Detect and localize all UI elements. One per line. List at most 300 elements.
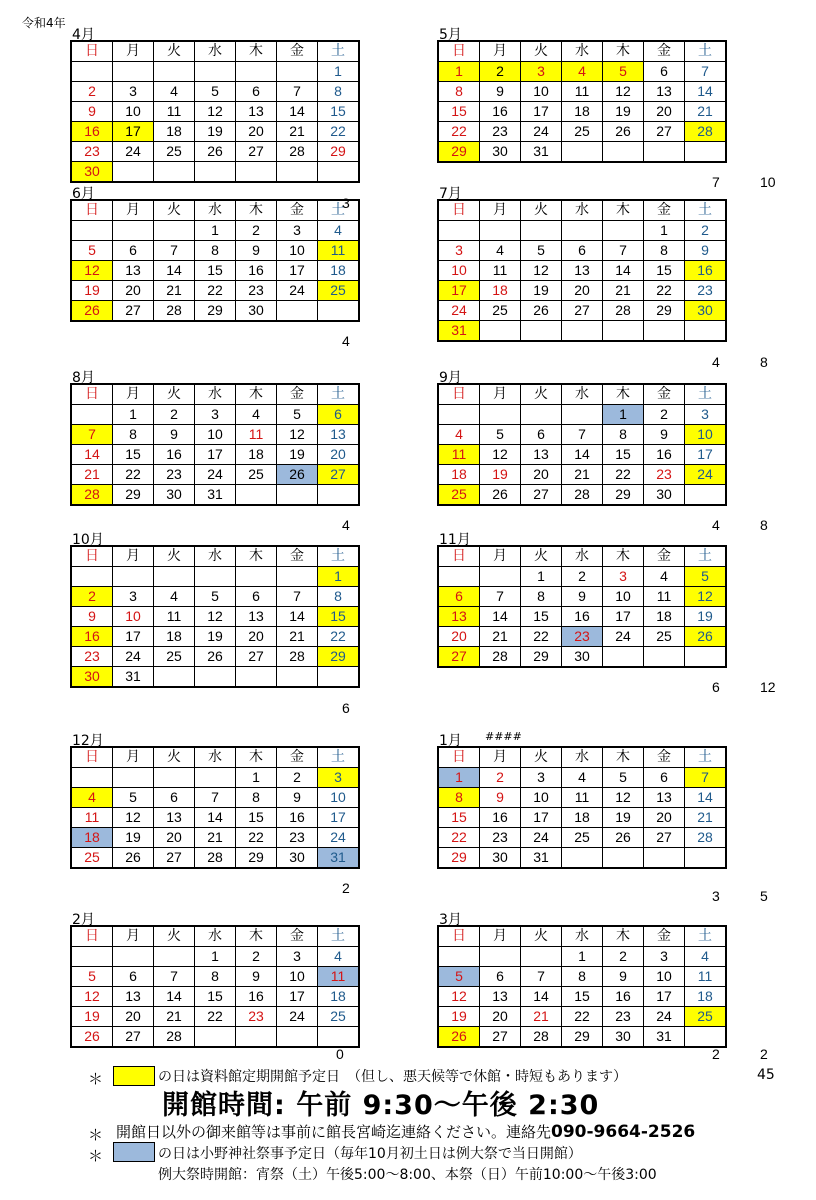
weekday-header: 月 — [113, 926, 154, 947]
day-cell: 26 — [438, 1027, 480, 1048]
day-cell: 2 — [154, 405, 195, 425]
month-table — [437, 383, 727, 506]
day-cell: 4 — [71, 788, 113, 808]
day-cell: 12 — [603, 82, 644, 102]
weekday-header: 土 — [685, 747, 727, 768]
month-table — [70, 746, 360, 869]
day-cell: 22 — [438, 828, 480, 848]
day-cell: 18 — [644, 607, 685, 627]
empty-cell — [277, 301, 318, 322]
weekday-header: 土 — [318, 747, 360, 768]
month-table — [437, 40, 727, 163]
day-cell: 24 — [277, 281, 318, 301]
weekday-header: 土 — [685, 384, 727, 405]
empty-cell — [113, 768, 154, 788]
day-cell: 25 — [318, 281, 360, 301]
empty-cell — [236, 485, 277, 506]
day-cell: 28 — [277, 647, 318, 667]
day-cell: 31 — [195, 485, 236, 506]
day-cell: 6 — [644, 768, 685, 788]
festival-hours: 例大祭時開館：宵祭（土）午後5:00〜8:00、本祭（日）午前10:00〜午後3:00 — [158, 1167, 657, 1183]
day-cell: 19 — [480, 465, 521, 485]
day-cell: 11 — [480, 261, 521, 281]
day-cell: 3 — [277, 947, 318, 967]
day-cell: 5 — [113, 788, 154, 808]
day-cell: 28 — [277, 142, 318, 162]
month-table — [70, 545, 360, 688]
month-label: 5月 — [439, 27, 462, 43]
day-cell: 20 — [562, 281, 603, 301]
empty-cell — [644, 647, 685, 668]
weekday-header: 金 — [277, 926, 318, 947]
day-cell: 19 — [113, 828, 154, 848]
weekday-header: 月 — [480, 200, 521, 221]
day-cell: 28 — [685, 122, 727, 142]
day-cell: 20 — [318, 445, 360, 465]
day-cell: 6 — [521, 425, 562, 445]
day-cell: 3 — [438, 241, 480, 261]
day-cell: 6 — [562, 241, 603, 261]
day-cell: 14 — [562, 445, 603, 465]
day-cell: 24 — [521, 828, 562, 848]
day-cell: 29 — [644, 301, 685, 321]
weekday-header: 木 — [236, 546, 277, 567]
day-cell: 7 — [685, 768, 727, 788]
day-cell: 22 — [562, 1007, 603, 1027]
day-cell: 18 — [480, 281, 521, 301]
weekday-header: 水 — [562, 384, 603, 405]
day-cell: 5 — [71, 241, 113, 261]
weekday-header: 火 — [154, 926, 195, 947]
day-cell: 23 — [480, 828, 521, 848]
day-cell: 17 — [521, 102, 562, 122]
weekday-header: 金 — [277, 200, 318, 221]
day-cell: 19 — [603, 102, 644, 122]
day-cell: 26 — [603, 828, 644, 848]
day-cell: 15 — [195, 261, 236, 281]
day-cell: 4 — [685, 947, 727, 967]
day-cell: 13 — [113, 987, 154, 1007]
day-cell: 23 — [603, 1007, 644, 1027]
empty-cell — [318, 1027, 360, 1048]
day-cell: 6 — [236, 587, 277, 607]
empty-cell — [195, 162, 236, 183]
day-cell: 4 — [562, 768, 603, 788]
day-cell: 1 — [318, 567, 360, 587]
day-cell: 20 — [236, 122, 277, 142]
day-cell: 20 — [521, 465, 562, 485]
day-cell: 24 — [438, 301, 480, 321]
empty-cell — [318, 667, 360, 688]
day-cell: 29 — [195, 301, 236, 322]
weekday-header: 金 — [644, 546, 685, 567]
empty-cell — [277, 667, 318, 688]
day-cell: 1 — [603, 405, 644, 425]
weekday-header: 火 — [521, 747, 562, 768]
empty-cell — [113, 567, 154, 587]
day-cell: 24 — [113, 647, 154, 667]
day-cell: 3 — [113, 82, 154, 102]
contact-phone: 090-9664-2526 — [551, 1122, 696, 1142]
day-cell: 22 — [318, 122, 360, 142]
month-calendar — [70, 370, 360, 506]
empty-cell — [521, 405, 562, 425]
day-cell: 30 — [562, 647, 603, 668]
empty-cell — [236, 1027, 277, 1048]
day-cell: 10 — [277, 241, 318, 261]
day-cell: 30 — [480, 848, 521, 869]
empty-cell — [318, 301, 360, 322]
day-cell: 27 — [236, 142, 277, 162]
weekday-header: 水 — [562, 747, 603, 768]
day-cell: 26 — [71, 301, 113, 322]
day-cell: 7 — [277, 82, 318, 102]
weekday-header: 木 — [603, 200, 644, 221]
day-cell: 9 — [603, 967, 644, 987]
month-label: 2月 — [72, 912, 95, 928]
day-cell: 5 — [195, 587, 236, 607]
day-cell: 27 — [113, 301, 154, 322]
day-cell: 20 — [438, 627, 480, 647]
empty-cell — [480, 947, 521, 967]
weekday-header: 火 — [521, 546, 562, 567]
era-label: 令和4年 — [22, 16, 66, 30]
day-cell: 5 — [277, 405, 318, 425]
weekday-header: 土 — [318, 926, 360, 947]
day-cell: 28 — [195, 848, 236, 869]
day-cell: 16 — [685, 261, 727, 281]
day-cell: 13 — [562, 261, 603, 281]
day-cell: 7 — [480, 587, 521, 607]
day-cell: 2 — [236, 221, 277, 241]
day-cell: 23 — [71, 142, 113, 162]
day-cell: 2 — [685, 221, 727, 241]
empty-cell — [113, 62, 154, 82]
weekday-header: 月 — [113, 200, 154, 221]
day-cell: 18 — [154, 627, 195, 647]
day-cell: 24 — [318, 828, 360, 848]
day-cell: 26 — [195, 647, 236, 667]
empty-cell — [113, 947, 154, 967]
day-cell: 11 — [154, 102, 195, 122]
day-cell: 21 — [277, 627, 318, 647]
empty-cell — [438, 221, 480, 241]
day-cell: 18 — [154, 122, 195, 142]
day-cell: 25 — [562, 122, 603, 142]
day-cell: 17 — [318, 808, 360, 828]
day-cell: 6 — [644, 62, 685, 82]
day-cell: 5 — [480, 425, 521, 445]
weekday-header: 日 — [71, 384, 113, 405]
day-cell: 7 — [71, 425, 113, 445]
month-note-number: 5 — [760, 888, 768, 904]
day-cell: 9 — [644, 425, 685, 445]
day-cell: 30 — [277, 848, 318, 869]
day-cell: 9 — [154, 425, 195, 445]
day-cell: 18 — [562, 102, 603, 122]
day-cell: 1 — [113, 405, 154, 425]
day-cell: 17 — [644, 987, 685, 1007]
empty-cell — [438, 947, 480, 967]
day-cell: 24 — [644, 1007, 685, 1027]
day-cell: 10 — [521, 82, 562, 102]
day-cell: 14 — [154, 261, 195, 281]
weekday-header: 土 — [318, 384, 360, 405]
empty-cell — [113, 221, 154, 241]
day-cell: 17 — [195, 445, 236, 465]
month-note-number: 4 — [342, 517, 350, 533]
day-cell: 27 — [438, 647, 480, 668]
day-cell: 13 — [113, 261, 154, 281]
weekday-header: 日 — [438, 546, 480, 567]
weekday-header: 月 — [113, 747, 154, 768]
weekday-header: 土 — [685, 41, 727, 62]
weekday-header: 火 — [154, 200, 195, 221]
day-cell: 2 — [71, 587, 113, 607]
day-cell: 1 — [438, 62, 480, 82]
day-cell: 19 — [521, 281, 562, 301]
day-cell: 12 — [71, 261, 113, 281]
day-cell: 12 — [277, 425, 318, 445]
day-cell: 22 — [195, 1007, 236, 1027]
day-cell: 5 — [438, 967, 480, 987]
month-label: 9月 — [439, 370, 462, 386]
empty-cell — [277, 162, 318, 183]
day-cell: 9 — [480, 788, 521, 808]
weekday-header: 火 — [521, 41, 562, 62]
weekday-header: 火 — [154, 41, 195, 62]
weekday-header: 水 — [195, 546, 236, 567]
day-cell: 21 — [603, 281, 644, 301]
weekday-header: 水 — [195, 926, 236, 947]
day-cell: 11 — [236, 425, 277, 445]
legend-regular-open: の日は資料館定期開館予定日 （但し、悪天候等で休館・時短もあります） — [158, 1069, 627, 1085]
day-cell: 19 — [71, 1007, 113, 1027]
month-calendar — [70, 27, 360, 183]
day-cell: 3 — [685, 405, 727, 425]
contact-note — [116, 1121, 695, 1142]
empty-cell — [195, 62, 236, 82]
day-cell: 17 — [113, 122, 154, 142]
weekday-header: 木 — [603, 747, 644, 768]
day-cell: 29 — [236, 848, 277, 869]
day-cell: 10 — [521, 788, 562, 808]
day-cell: 17 — [685, 445, 727, 465]
day-cell: 3 — [195, 405, 236, 425]
day-cell: 19 — [277, 445, 318, 465]
day-cell: 6 — [438, 587, 480, 607]
day-cell: 18 — [438, 465, 480, 485]
asterisk: ＊ — [88, 1147, 104, 1165]
day-cell: 23 — [685, 281, 727, 301]
month-label: 8月 — [72, 370, 95, 386]
month-calendar — [437, 186, 727, 342]
weekday-header: 水 — [195, 747, 236, 768]
day-cell: 17 — [277, 987, 318, 1007]
empty-cell — [603, 221, 644, 241]
day-cell: 13 — [521, 445, 562, 465]
weekday-header: 金 — [644, 747, 685, 768]
month-label: 7月 — [439, 186, 462, 202]
day-cell: 29 — [603, 485, 644, 506]
day-cell: 14 — [154, 987, 195, 1007]
day-cell: 12 — [603, 788, 644, 808]
day-cell: 23 — [644, 465, 685, 485]
weekday-header: 金 — [644, 384, 685, 405]
month-note-number: 12 — [760, 679, 776, 695]
day-cell: 2 — [644, 405, 685, 425]
month-label: 11月 — [439, 532, 471, 548]
day-cell: 21 — [154, 1007, 195, 1027]
day-cell: 25 — [644, 627, 685, 647]
day-cell: 30 — [685, 301, 727, 321]
empty-cell — [277, 1027, 318, 1048]
weekday-header: 金 — [644, 926, 685, 947]
empty-cell — [154, 162, 195, 183]
day-cell: 6 — [480, 967, 521, 987]
day-cell: 26 — [195, 142, 236, 162]
day-cell: 2 — [480, 768, 521, 788]
day-cell: 23 — [236, 1007, 277, 1027]
day-cell: 15 — [195, 987, 236, 1007]
day-cell: 27 — [644, 122, 685, 142]
empty-cell — [71, 947, 113, 967]
empty-cell — [685, 485, 727, 506]
weekday-header: 土 — [685, 200, 727, 221]
weekday-header: 火 — [154, 384, 195, 405]
empty-cell — [236, 667, 277, 688]
weekday-header: 金 — [277, 41, 318, 62]
weekday-header: 火 — [154, 747, 195, 768]
day-cell: 1 — [195, 221, 236, 241]
empty-cell — [318, 162, 360, 183]
day-cell: 8 — [438, 788, 480, 808]
day-cell: 12 — [438, 987, 480, 1007]
empty-cell — [154, 768, 195, 788]
day-cell: 20 — [644, 808, 685, 828]
day-cell: 27 — [480, 1027, 521, 1048]
day-cell: 17 — [277, 261, 318, 281]
day-cell: 5 — [71, 967, 113, 987]
weekday-header: 日 — [438, 747, 480, 768]
day-cell: 3 — [521, 62, 562, 82]
day-cell: 22 — [318, 627, 360, 647]
day-cell: 11 — [71, 808, 113, 828]
day-cell: 24 — [521, 122, 562, 142]
day-cell: 27 — [521, 485, 562, 506]
day-cell: 16 — [71, 122, 113, 142]
month-note-number: 3 — [712, 888, 720, 904]
day-cell: 10 — [318, 788, 360, 808]
month-note-number: 6 — [342, 700, 350, 716]
weekday-header: 月 — [113, 41, 154, 62]
day-cell: 12 — [195, 607, 236, 627]
opening-hours: 開館時間: 午前 9:30〜午後 2:30 — [162, 1090, 600, 1121]
day-cell: 11 — [562, 788, 603, 808]
month-label: 3月 — [439, 912, 462, 928]
day-cell: 21 — [480, 627, 521, 647]
day-cell: 30 — [644, 485, 685, 506]
day-cell: 6 — [154, 788, 195, 808]
day-cell: 22 — [438, 122, 480, 142]
day-cell: 4 — [480, 241, 521, 261]
day-cell: 20 — [154, 828, 195, 848]
day-cell: 14 — [277, 102, 318, 122]
day-cell: 30 — [154, 485, 195, 506]
weekday-header: 金 — [277, 546, 318, 567]
weekday-header: 月 — [113, 384, 154, 405]
day-cell: 27 — [113, 1027, 154, 1048]
empty-cell — [154, 947, 195, 967]
day-cell: 25 — [318, 1007, 360, 1027]
weekday-header: 木 — [236, 747, 277, 768]
day-cell: 12 — [685, 587, 727, 607]
day-cell: 28 — [685, 828, 727, 848]
day-cell: 12 — [195, 102, 236, 122]
weekday-header: 木 — [603, 926, 644, 947]
weekday-header: 月 — [480, 926, 521, 947]
day-cell: 18 — [318, 261, 360, 281]
month-calendar — [437, 27, 727, 163]
day-cell: 20 — [644, 102, 685, 122]
day-cell: 6 — [318, 405, 360, 425]
weekday-header: 水 — [562, 41, 603, 62]
day-cell: 23 — [480, 122, 521, 142]
empty-cell — [521, 321, 562, 342]
day-cell: 29 — [318, 647, 360, 667]
day-cell: 24 — [195, 465, 236, 485]
month-table — [437, 199, 727, 342]
month-note-number: 10 — [760, 174, 776, 190]
day-cell: 11 — [685, 967, 727, 987]
day-cell: 21 — [685, 102, 727, 122]
empty-cell — [480, 405, 521, 425]
weekday-header: 木 — [236, 926, 277, 947]
day-cell: 7 — [154, 967, 195, 987]
weekday-header: 金 — [277, 384, 318, 405]
day-cell: 6 — [113, 241, 154, 261]
empty-cell — [277, 62, 318, 82]
month-table — [437, 746, 727, 869]
day-cell: 26 — [603, 122, 644, 142]
empty-cell — [644, 142, 685, 163]
weekday-header: 月 — [480, 747, 521, 768]
day-cell: 2 — [480, 62, 521, 82]
day-cell: 14 — [71, 445, 113, 465]
day-cell: 19 — [603, 808, 644, 828]
day-cell: 8 — [113, 425, 154, 445]
day-cell: 8 — [318, 587, 360, 607]
day-cell: 1 — [438, 768, 480, 788]
weekday-header: 火 — [154, 546, 195, 567]
day-cell: 8 — [195, 241, 236, 261]
empty-cell — [521, 221, 562, 241]
day-cell: 18 — [236, 445, 277, 465]
day-cell: 19 — [438, 1007, 480, 1027]
weekday-header: 火 — [521, 384, 562, 405]
day-cell: 8 — [603, 425, 644, 445]
day-cell: 7 — [603, 241, 644, 261]
empty-cell — [685, 647, 727, 668]
day-cell: 15 — [438, 808, 480, 828]
day-cell: 8 — [521, 587, 562, 607]
day-cell: 1 — [521, 567, 562, 587]
day-cell: 4 — [236, 405, 277, 425]
month-note-number: 3 — [342, 195, 350, 211]
month-note-number: 8 — [760, 517, 768, 533]
empty-cell — [562, 221, 603, 241]
day-cell: 17 — [603, 607, 644, 627]
